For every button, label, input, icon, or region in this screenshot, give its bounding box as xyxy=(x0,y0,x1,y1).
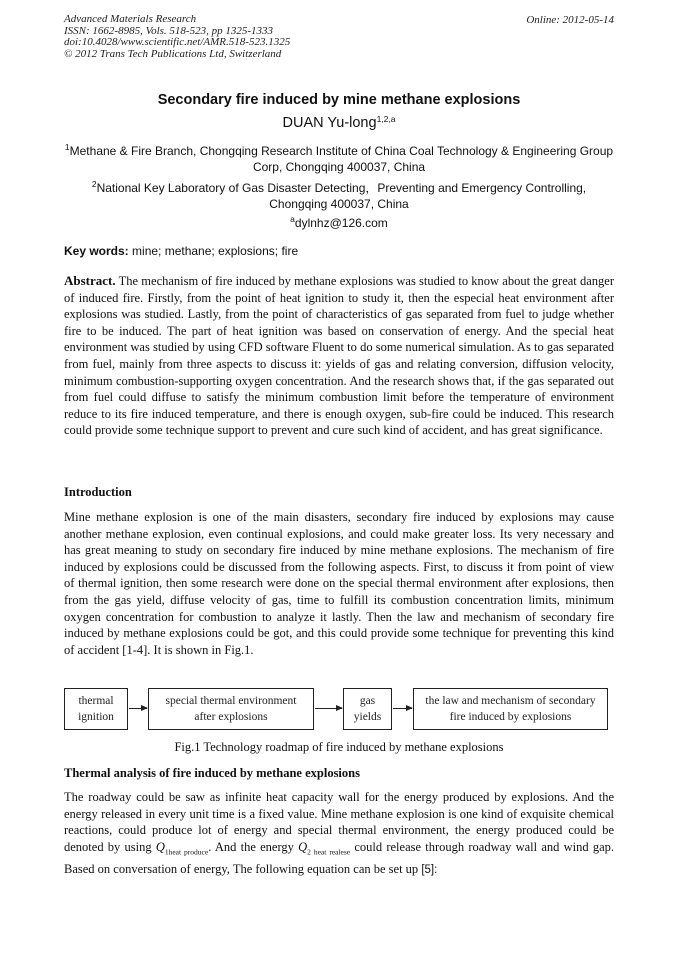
abstract xyxy=(64,273,614,439)
affiliation-mark: 2 xyxy=(91,179,97,189)
introduction-heading: Introduction xyxy=(64,485,132,499)
roadmap-arrow xyxy=(393,708,412,709)
thermal-analysis-heading: Thermal analysis of fire induced by methane explosions xyxy=(64,766,360,780)
thermal-analysis-text xyxy=(64,789,614,878)
affiliation-mark: 1 xyxy=(64,142,70,152)
journal-issn: ISSN: 1662-8985, Vols. 518-523, pp 1325-1333 xyxy=(64,24,273,37)
keywords-label: Key words: xyxy=(64,244,129,258)
roadmap-arrow xyxy=(315,708,342,709)
paragraph-text: . And the energy xyxy=(208,839,294,854)
roadmap-arrow xyxy=(129,708,147,709)
introduction-text: Mine methane explosion is one of the main disasters, secondary fire induced by explosions may cause another methane explosion, even continual explosions, and could make greater loss. Its very necessary and has great meaning to study on secondary fire induced by mine methane explosions. The mechanism of fire induced by explosions could be discussed from the following aspects. First, to discuss it from point of view of thermal ignition, then some research were done on the special thermal environment after explosions, then from the gas yield, diffuse velocity of gas, time to fulfill its combustion concentration limits, minimum oxygen concentration for combustion to analyze it lastly. Then the law and mechanism of secondary fire induced by methane explosions could be got, and this could provide some technique for preventing this kind of accident [1-4]. It is shown in Fig.1. xyxy=(64,510,614,657)
journal-meta xyxy=(64,14,290,60)
author-email xyxy=(0,214,678,230)
box-line: the law and mechanism of secondary xyxy=(425,695,596,707)
paper-title: Secondary fire induced by mine methane explosions xyxy=(157,92,521,108)
math-symbol: Q xyxy=(298,839,308,854)
q1-symbol xyxy=(155,839,209,857)
affiliation-1 xyxy=(64,140,614,175)
journal-copyright: © 2012 Trans Tech Publications Ltd, Switzerland xyxy=(64,47,282,60)
roadmap-box-gas-yields xyxy=(343,688,392,730)
roadmap-box-thermal-environment xyxy=(148,688,314,730)
author-name: DUAN Yu-long xyxy=(282,115,377,131)
online-date: Online: 2012-05-14 xyxy=(526,14,614,26)
journal-name: Advanced Materials Research xyxy=(64,13,197,25)
author-line xyxy=(0,114,678,131)
paragraph-text: could release through roadway wall and wind gap. Based on conversation of energy, The following equation can be set up xyxy=(64,839,614,876)
email-address[interactable]: dylnhz@126.com xyxy=(294,216,388,230)
affiliation-2 xyxy=(64,177,614,212)
journal-doi[interactable]: doi:10.4028/www.scientific.net/AMR.518-523.1325 xyxy=(64,36,291,49)
email-mark: a xyxy=(290,214,295,224)
roadmap-box-law-mechanism xyxy=(413,688,608,730)
q2-symbol xyxy=(298,839,351,857)
box-line: yields xyxy=(353,711,382,723)
abstract-label: Abstract. xyxy=(64,273,116,288)
box-line: special thermal environment xyxy=(165,695,297,707)
box-line: gas xyxy=(359,695,376,707)
math-subscript: 1heat produce xyxy=(164,847,209,857)
box-line: after explosions xyxy=(194,711,268,723)
paragraph-text: The roadway could be saw as infinite heat capacity wall for the energy produced by explosions. And the energy released in every unit time is a fixed value. Mine methane explosion is one kind of exquisite chemical reactions, could produce lot of energy and special thermal environment, the energy produced could be denoted by using xyxy=(64,790,614,854)
math-symbol: Q xyxy=(155,839,165,854)
abstract-text: The mechanism of fire induced by methane explosions was studied to know about the great danger of induced fire. Firstly, from the point of heat ignition to study it, then the especial heat environment after explosions was studied. Lastly, from the point of characteristics of gas separated from fuel to judge whether fire to be induced. The part of heat ignition was based on conservation of energy. And the special heat environment was studied by using CFD software Fluent to do some numerical simulation. As to gas separated from fuel, mainly from three aspects to discuss it: yields of gas and relating conversion, diffusion velocity, minimum combustion-supporting oxygen concentration. And the research shows that, if the gas separated out from fuel could diffuse to satisfy the minimum combustion limit before the temperature of environment reduce to its fire induced temperature, and there is enough oxygen, sub-fire could be induced. This research could provide some technique support to prevent and cure such kind of accident, and has great significance. xyxy=(64,274,614,438)
math-subscript: 2 heat realese xyxy=(307,847,351,857)
roadmap-box-thermal-ignition xyxy=(64,688,128,730)
box-line: fire induced by explosions xyxy=(449,711,572,723)
box-line: thermal xyxy=(78,695,114,707)
citation: [5]: xyxy=(421,863,438,876)
affiliation-text: National Key Laboratory of Gas Disaster Detecting，Preventing and Emergency Controlling, Chongqing 400037, China xyxy=(96,181,587,211)
box-line: ignition xyxy=(78,711,114,723)
affiliation-text: Methane & Fire Branch, Chongqing Research Institute of China Coal Technology & Engineering Group Corp, Chongqing 400037, China xyxy=(69,144,614,174)
keywords-text: mine; methane; explosions; fire xyxy=(132,244,299,258)
figure-caption: Fig.1 Technology roadmap of fire induced by methane explosions xyxy=(174,740,504,754)
author-marks: 1,2,a xyxy=(376,114,396,124)
keywords xyxy=(64,244,298,258)
